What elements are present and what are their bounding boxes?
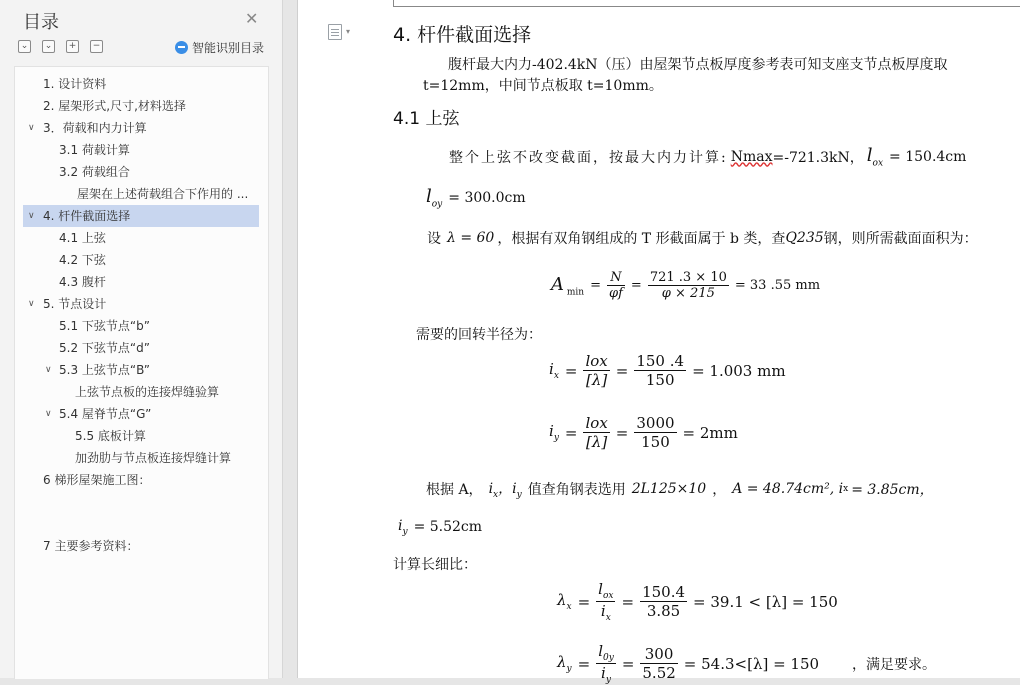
text: = <box>564 361 578 380</box>
text: = <box>590 278 601 293</box>
toc-item[interactable]: 5.4 屋脊节点“G” <box>59 407 152 421</box>
paragraph-line: t=12mm，中间节点板取 t=10mm。 <box>423 78 663 94</box>
expand-all-icon[interactable]: ⌄ <box>42 40 55 53</box>
document-page <box>297 0 1020 685</box>
toc-item[interactable]: 1. 设计资料 <box>43 77 107 91</box>
toc-item[interactable]: 4.3 腹杆 <box>59 275 106 289</box>
formula <box>548 270 823 301</box>
paragraph-line: 计算长细比： <box>393 557 477 573</box>
text: 钢，则所需截面面积为： <box>823 231 978 247</box>
text: λ = 60 <box>447 230 495 246</box>
chevron-down-icon[interactable]: ∨ <box>28 299 35 309</box>
close-icon[interactable]: ✕ <box>245 9 259 28</box>
toc-item[interactable]: 6 梯形屋架施工图： <box>43 473 151 487</box>
text: Nmax <box>730 148 773 165</box>
text: Q235 <box>785 230 824 246</box>
toc-item[interactable]: 3.1 荷载计算 <box>59 143 130 157</box>
formula: $\lambda_y$ = $\frac{l_{0y}}{i_y}$ = $\frac{300}{5.52}$ = 54.3<[λ] = 150 ，满足要求。 <box>557 642 937 685</box>
text: = 2mm <box>682 423 738 442</box>
toc-title: 目录 <box>23 12 59 33</box>
text: A = 48.74cm², i <box>732 480 844 497</box>
formula <box>546 414 741 451</box>
toc-item[interactable]: 屋架在上述荷载组合下作用的 ... <box>77 187 249 201</box>
paragraph-line <box>423 186 529 210</box>
formula: $\lambda_x$ = $\frac{l_{ox}}{i_x}$ = $\frac{150.4}{3.85}$ = 39.1 < [λ] = 150 <box>557 580 838 623</box>
toc-pane <box>0 0 283 678</box>
formula <box>546 352 789 389</box>
fraction: $\frac{\text{lox}}{[\lambda]}$ <box>585 414 608 451</box>
symbol: $i_y$ <box>549 422 559 443</box>
toc-item[interactable]: 上弦节点板的连接焊缝验算 <box>75 385 220 399</box>
text: 2L125×10 <box>631 480 707 497</box>
subsection-heading: 4.1 上弦 <box>393 109 460 129</box>
toc-item[interactable]: 3．荷载和内力计算 <box>43 121 147 135</box>
text: = <box>615 361 629 380</box>
remove-icon[interactable]: − <box>90 40 103 53</box>
toc-item[interactable]: 7 主要参考资料： <box>43 539 139 553</box>
collapse-all-icon[interactable]: ⌄ <box>18 40 31 53</box>
page-header <box>393 0 1020 7</box>
text: = 3.85cm， <box>851 481 934 498</box>
smart-identify-button[interactable] <box>175 39 264 56</box>
text: = 300.0cm <box>448 189 526 206</box>
text: =-721.3kN， <box>772 149 864 166</box>
toc-item[interactable]: 2. 屋架形式,尺寸,材料选择 <box>43 99 186 113</box>
document-icon[interactable] <box>328 24 342 40</box>
symbol: $i_x$，$i_y$ <box>488 481 522 500</box>
text: = 39.1 < [λ] = 150 <box>693 592 838 611</box>
toc-item[interactable]: 加劲肋与节点板连接焊缝计算 <box>75 451 232 465</box>
smart-identify-label: 智能识别目录 <box>191 41 264 55</box>
toc-item[interactable]: 5.2 下弦节点“d” <box>59 341 150 355</box>
toc-item[interactable]: 5.3 上弦节点“B” <box>59 363 150 377</box>
text: = 150.4cm <box>889 148 967 165</box>
paragraph-line <box>446 145 969 169</box>
text: 根据 A， <box>426 481 483 498</box>
paragraph-line: 需要的回转半径为： <box>416 327 542 343</box>
fraction: $\frac{\text{lox}}{[\lambda]}$ <box>585 352 608 389</box>
toc-item[interactable]: 4.1 上弦 <box>59 231 106 245</box>
toc-list <box>14 66 269 679</box>
fraction: $\frac{3000}{150}$ <box>636 414 675 451</box>
symbol: $i_x$ <box>549 360 559 381</box>
paragraph-line: 腹杆最大内力-402.4kN（压）由屋架节点板厚度参考表可知支座支节点板厚度取 <box>448 57 948 73</box>
chevron-down-icon[interactable]: ∨ <box>28 211 35 221</box>
toc-item[interactable]: 5. 节点设计 <box>43 297 107 311</box>
text: ，满足要求。 <box>852 656 937 673</box>
add-icon[interactable]: + <box>66 40 79 53</box>
text: ，根据有双角钢组成的 T 形截面属于 b 类，查 <box>497 231 786 247</box>
paragraph-line <box>424 228 978 248</box>
paragraph-line: 根据 A， $i_x$，$i_y$ 值查角钢表选用 2L125×10 ， A = 48.74cm², i x = 3.85cm， <box>423 478 937 500</box>
section-heading: 4. 杆件截面选择 <box>393 24 532 46</box>
paragraph-line <box>395 518 485 537</box>
text: 整个上弦不改变截面，按最大内力计算: <box>449 149 728 166</box>
chevron-down-icon[interactable]: ∨ <box>45 409 52 419</box>
symbol: A $_{min}$ <box>551 273 585 298</box>
symbol: $\lambda_y$ <box>557 653 572 674</box>
chevron-down-icon[interactable]: ∨ <box>28 123 35 133</box>
fraction: $\frac{300}{5.52}$ <box>642 645 676 682</box>
toc-item[interactable]: 3.2 荷载组合 <box>59 165 130 179</box>
chevron-down-icon[interactable]: ∨ <box>45 365 52 375</box>
page-gap <box>283 0 297 678</box>
text: 值查角钢表选用 <box>527 481 626 498</box>
fraction: $\frac{l_{ox}}{i_x}$ <box>598 580 614 623</box>
text: = 54.3<[λ] = 150 <box>683 654 820 673</box>
toc-item[interactable]: 4.2 下弦 <box>59 253 106 267</box>
text: = 5.52cm <box>413 519 483 536</box>
fraction: $\frac{l_{0y}}{i_y}$ <box>598 642 614 685</box>
text: = 33 .55 mm <box>734 278 821 293</box>
fraction: $\frac{150 .4}{150}$ <box>636 352 685 389</box>
fraction: $\frac{721 .3 \times 10}{\varphi \times 215}$ <box>649 270 727 301</box>
text: = <box>564 423 578 442</box>
symbol: $l_{ox}$ <box>866 145 884 169</box>
text: = <box>630 278 642 293</box>
chevron-down-icon[interactable]: ▾ <box>346 27 351 36</box>
text: = 1.003 mm <box>692 361 786 380</box>
toc-item[interactable]: 5.5 底板计算 <box>75 429 146 443</box>
toc-item[interactable]: 5.1 下弦节点“b” <box>59 319 150 333</box>
symbol: $i_y$ <box>398 518 408 537</box>
symbol: $l_{oy}$ <box>426 186 443 210</box>
text: = <box>615 423 629 442</box>
fraction: $\frac{N}{\varphi f}$ <box>608 270 623 301</box>
toc-item-selected[interactable]: 4. 杆件截面选择 <box>23 205 259 227</box>
toc-toolbar <box>18 40 268 56</box>
fraction: $\frac{150.4}{3.85}$ <box>642 583 686 620</box>
symbol: $\lambda_x$ <box>557 591 572 612</box>
text: 设 <box>427 231 441 247</box>
smart-identify-icon <box>175 41 188 54</box>
